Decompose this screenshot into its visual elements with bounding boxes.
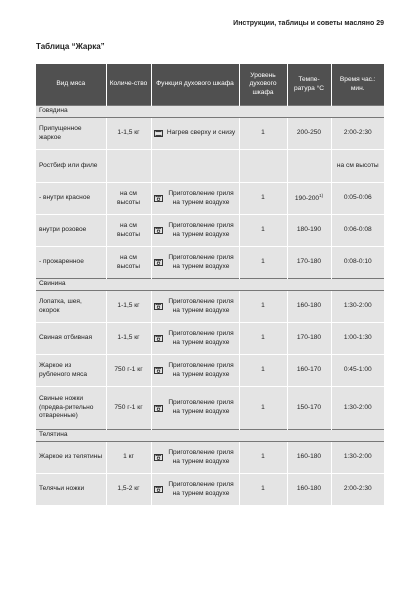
cell-quantity: 1-1,5 кг [106,291,151,323]
cell-time: 0:08-0:10 [331,247,384,279]
col-header-time: Время час.: мин. [331,64,384,106]
cell-time: 0:06-0:08 [331,215,384,247]
oven-fan-grill-icon [154,367,163,374]
cell-function [151,215,239,247]
cell-quantity: 750 г-1 кг [106,387,151,430]
table-body [36,106,384,506]
cell-quantity: 1-1,5 кг [106,118,151,150]
function-text: Приготовление гриля на турнем воздухе [168,480,234,497]
cell-level: 1 [239,215,287,247]
cell-meat: Лопатка, шея, окорок [36,291,106,323]
table-row [36,215,384,247]
temperature-value: 170-180 [296,334,322,342]
cell-function [151,291,239,323]
cell-quantity [106,150,151,183]
cell-temperature [287,323,331,355]
table-row [36,442,384,474]
function-text: Приготовление гриля на турнем воздухе [168,297,234,314]
table-row [36,150,384,183]
temperature-value: 160-180 [296,453,322,461]
cell-function [151,442,239,474]
function-text: Приготовление гриля на турнем воздухе [168,399,234,415]
table-row [36,355,384,387]
function-wrap [154,449,237,466]
oven-fan-grill-icon [154,335,163,342]
cell-quantity: 750 г-1 кг [106,355,151,387]
oven-fan-grill-icon [154,259,163,266]
temperature-value: 200-250 [296,129,322,137]
cell-meat: - прожаренное [36,247,106,279]
temperature-value: 180-190 [296,226,322,234]
cell-quantity: на см высоты [106,247,151,279]
cell-function [151,355,239,387]
category-label: Телятина [36,430,384,442]
cell-level: 1 [239,291,287,323]
cell-function [151,474,239,506]
table-row [36,291,384,323]
temperature-value: 160-180 [296,485,322,493]
cell-time: 1:30-2:00 [331,387,384,430]
cell-temperature [287,118,331,150]
function-wrap [154,330,237,347]
table-row [36,118,384,150]
category-row [36,106,384,118]
cell-quantity: 1,5-2 кг [106,474,151,506]
function-text: Приготовление гриля на турнем воздухе [168,253,234,270]
temperature-value: 160-180 [296,302,322,310]
cell-level: 1 [239,387,287,430]
table-row [36,183,384,215]
category-row [36,430,384,442]
function-wrap [154,222,237,239]
category-label: Говядина [36,106,384,118]
cell-time: 1:30-2:00 [331,442,384,474]
function-wrap [154,190,237,207]
temperature-value: 190-200 [294,195,320,203]
cell-quantity: на см высоты [106,215,151,247]
table-row [36,323,384,355]
cell-level: 1 [239,247,287,279]
temperature-footnote: 1) [319,193,324,199]
function-wrap [154,399,237,416]
col-header-quantity: Количе-ство [106,64,151,106]
oven-fan-grill-icon [154,195,163,202]
col-header-level: Уровень духового шкафа [239,64,287,106]
col-header-function: Функция духового шкафа [151,64,239,106]
table-title: Таблица “Жарка” [36,42,105,51]
oven-fan-grill-icon [154,454,163,461]
temperature-value: 170-180 [296,258,322,266]
cell-time: 0:05-0:06 [331,183,384,215]
cell-level: 1 [239,474,287,506]
cell-time: 2:00-2:30 [331,118,384,150]
cell-level: 1 [239,118,287,150]
function-wrap [154,481,237,498]
cell-function [151,150,239,183]
table-row [36,474,384,506]
cell-quantity: на см высоты [106,183,151,215]
table-row [36,247,384,279]
function-wrap [154,298,237,315]
cell-time: 0:45-1:00 [331,355,384,387]
function-wrap [154,129,237,138]
cell-quantity: 1 кг [106,442,151,474]
cell-temperature [287,474,331,506]
function-text: Приготовление гриля на турнем воздухе [168,361,234,378]
cell-time: на см высоты [331,150,384,183]
oven-fan-grill-icon [154,486,163,493]
cell-temperature [287,291,331,323]
function-text: Приготовление гриля на турнем воздухе [168,329,234,346]
cell-level [239,150,287,183]
cell-time: 1:30-2:00 [331,291,384,323]
cell-level: 1 [239,183,287,215]
oven-top-bottom-heat-icon [154,130,163,137]
cell-function [151,183,239,215]
cell-meat: Жаркое из телятины [36,442,106,474]
function-text: Приготовление гриля на турнем воздухе [168,189,234,206]
cell-level: 1 [239,355,287,387]
table-header-row [36,64,384,106]
cell-quantity: 1-1,5 кг [106,323,151,355]
cell-meat: Припущенное жаркое [36,118,106,150]
table-row [36,387,384,430]
oven-fan-grill-icon [154,405,163,412]
cell-temperature [287,387,331,430]
cell-temperature [287,183,331,215]
cell-temperature [287,442,331,474]
cell-meat: Жаркое из рубленого мяса [36,355,106,387]
cell-function [151,247,239,279]
function-wrap [154,362,237,379]
temperature-value: 150-170 [296,403,322,411]
col-header-meat: Вид мяса [36,64,106,106]
roasting-table [36,64,384,505]
cell-meat: Телячьи ножки [36,474,106,506]
oven-fan-grill-icon [154,303,163,310]
cell-level: 1 [239,323,287,355]
cell-meat: Свиные ножки (предва-рительно отваренные) [36,387,106,430]
cell-temperature [287,215,331,247]
cell-function [151,323,239,355]
page-header: Инструкции, таблицы и советы масляно 29 [233,20,384,27]
cell-level: 1 [239,442,287,474]
cell-function [151,387,239,430]
function-text: Приготовление гриля на турнем воздухе [168,221,234,238]
cell-meat: внутри розовое [36,215,106,247]
cell-temperature [287,150,331,183]
oven-fan-grill-icon [154,227,163,234]
function-text: Нагрев сверху и снизу [166,129,236,137]
cell-temperature [287,247,331,279]
cell-temperature [287,355,331,387]
cell-meat: Ростбиф или филе [36,150,106,183]
col-header-temperature: Темпе-ратура °С [287,64,331,106]
temperature-value: 160-170 [296,366,322,374]
category-row [36,279,384,291]
cell-time: 1:00-1:30 [331,323,384,355]
function-wrap [154,254,237,271]
cell-meat: Свиная отбивная [36,323,106,355]
category-label: Свинина [36,279,384,291]
cell-meat: - внутри красное [36,183,106,215]
function-text: Приготовление гриля на турнем воздухе [168,448,234,465]
cell-function [151,118,239,150]
cell-time: 2:00-2:30 [331,474,384,506]
